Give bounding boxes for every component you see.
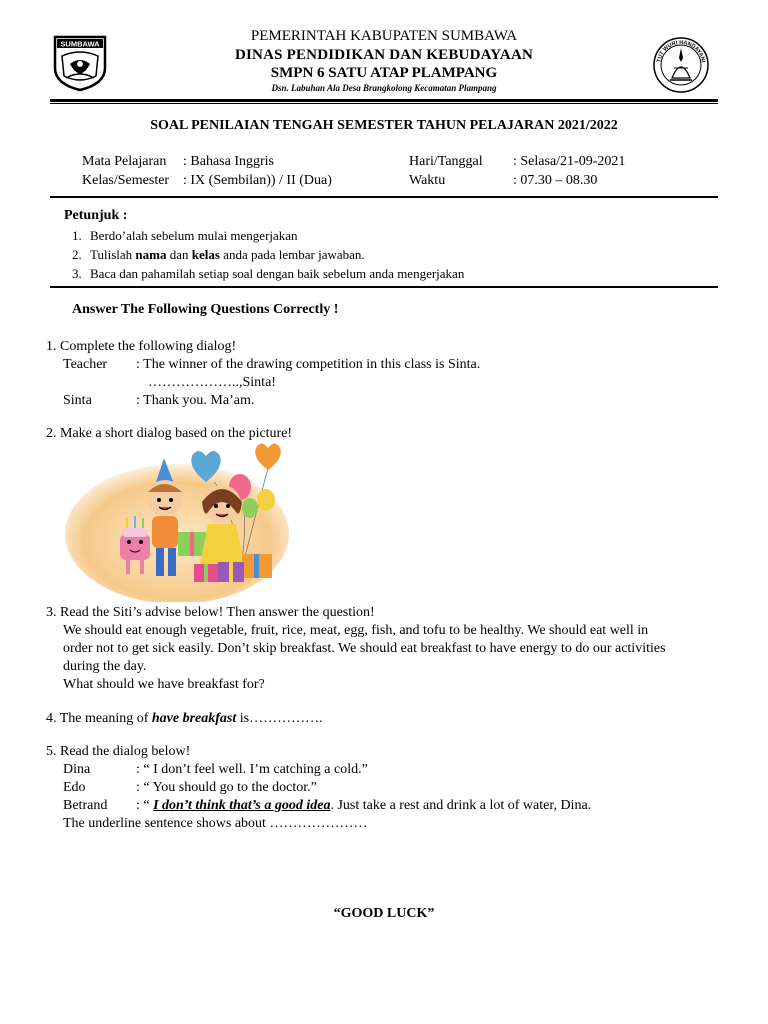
birthday-illustration bbox=[64, 442, 290, 602]
q4-post: is……………. bbox=[236, 711, 323, 726]
q3-passage-line-2: order not to get sick easily. Don’t skip breakfast. We should eat breakfast to have energy to do our activities bbox=[63, 641, 666, 656]
q1-sinta-label: Sinta bbox=[63, 393, 92, 408]
q5-dina-line: : “ I don’t feel well. I’m catching a cold.” bbox=[136, 762, 368, 777]
letterhead-address: Dsn. Labuhan Ala Desa Brangkolong Kecamatan Plampang bbox=[271, 83, 497, 93]
letterhead-divider-thick bbox=[50, 99, 718, 102]
question-2-prompt: 2. Make a short dialog based on the picture! bbox=[46, 426, 293, 441]
q5-betrand-label: Betrand bbox=[63, 798, 108, 813]
letterhead-government: PEMERINTAH KABUPATEN SUMBAWA bbox=[250, 28, 518, 44]
instruction-text-pre: Tulislah bbox=[90, 247, 136, 262]
day-date-value: : Selasa/21-09-2021 bbox=[513, 154, 626, 169]
instruction-text-bold-class: kelas bbox=[191, 247, 220, 262]
q5-betrand-post: . Just take a rest and drink a lot of water, Dina. bbox=[330, 798, 592, 813]
good-luck-footer: “GOOD LUCK” bbox=[333, 906, 435, 921]
letterhead-department: DINAS PENDIDIKAN DAN KEBUDAYAAN bbox=[234, 47, 534, 63]
q1-sinta-line: : Thank you. Ma’am. bbox=[136, 393, 255, 408]
question-3-prompt: 3. Read the Siti’s advise below! Then answer the question! bbox=[46, 605, 375, 620]
instruction-number: 2. bbox=[72, 247, 82, 262]
q3-question: What should we have breakfast for? bbox=[63, 677, 265, 692]
q3-passage-line-3: during the day. bbox=[63, 659, 147, 674]
instruction-text-post: anda pada lembar jawaban. bbox=[219, 247, 365, 262]
instruction-text: Baca dan pahamilah setiap soal dengan baik sebelum anda mengerjakan bbox=[90, 266, 465, 281]
class-value: : IX (Sembilan)) / II (Dua) bbox=[183, 173, 332, 188]
q5-underlined-sentence: I don’t think that’s a good idea bbox=[153, 798, 331, 813]
q4-pre: 4. The meaning of bbox=[46, 711, 152, 726]
exam-title: SOAL PENILAIAN TENGAH SEMESTER TAHUN PELAJARAN 2021/2022 bbox=[150, 118, 618, 133]
q1-blank-line: ………………..,Sinta! bbox=[148, 375, 276, 390]
q5-betrand-pre: : “ bbox=[136, 798, 154, 813]
q5-closing: The underline sentence shows about ………………… bbox=[63, 816, 368, 831]
instruction-item-1 bbox=[72, 228, 298, 244]
question-4 bbox=[46, 710, 323, 728]
subject-value: : Bahasa Inggris bbox=[183, 154, 274, 169]
letterhead-school: SMPN 6 SATU ATAP PLAMPANG bbox=[270, 65, 498, 81]
instruction-item-2 bbox=[72, 247, 365, 263]
q5-betrand-line bbox=[136, 797, 591, 815]
answer-instruction: Answer The Following Questions Correctly ! bbox=[72, 302, 339, 317]
instruction-text-mid: dan bbox=[166, 247, 192, 262]
sumbawa-logo-text: SUMBAWA bbox=[60, 39, 100, 49]
subject-label: Mata Pelajaran bbox=[82, 154, 167, 169]
q4-emphasis: have breakfast bbox=[151, 711, 237, 726]
q5-edo-line: : “ You should go to the doctor.” bbox=[136, 780, 317, 795]
day-date-label: Hari/Tanggal bbox=[409, 154, 483, 169]
question-5-prompt: 5. Read the dialog below! bbox=[46, 744, 191, 759]
instructions-divider bbox=[50, 286, 718, 288]
info-divider bbox=[50, 196, 718, 198]
time-value: : 07.30 – 08.30 bbox=[513, 173, 598, 188]
class-label: Kelas/Semester bbox=[82, 173, 170, 188]
instructions-heading: Petunjuk : bbox=[64, 208, 128, 223]
instruction-number: 3. bbox=[72, 266, 82, 281]
question-1-prompt: 1. Complete the following dialog! bbox=[46, 339, 237, 354]
letterhead-divider-thin bbox=[50, 103, 718, 104]
q1-teacher-label: Teacher bbox=[63, 357, 108, 372]
instruction-number: 1. bbox=[72, 228, 82, 243]
q5-edo-label: Edo bbox=[63, 780, 86, 795]
q1-teacher-line: : The winner of the drawing competition in this class is Sinta. bbox=[136, 357, 481, 372]
q5-dina-label: Dina bbox=[63, 762, 91, 777]
tut-wuri-logo-text: TUT WURI HANDAYANI bbox=[656, 39, 706, 63]
time-label: Waktu bbox=[409, 173, 446, 188]
instruction-text-bold-name: nama bbox=[135, 247, 167, 262]
q3-passage-line-1: We should eat enough vegetable, fruit, rice, meat, egg, fish, and tofu to be healthy. We should eat well in bbox=[63, 623, 649, 638]
instruction-text: Berdo’alah sebelum mulai mengerjakan bbox=[90, 228, 298, 243]
instruction-item-3 bbox=[72, 266, 464, 282]
